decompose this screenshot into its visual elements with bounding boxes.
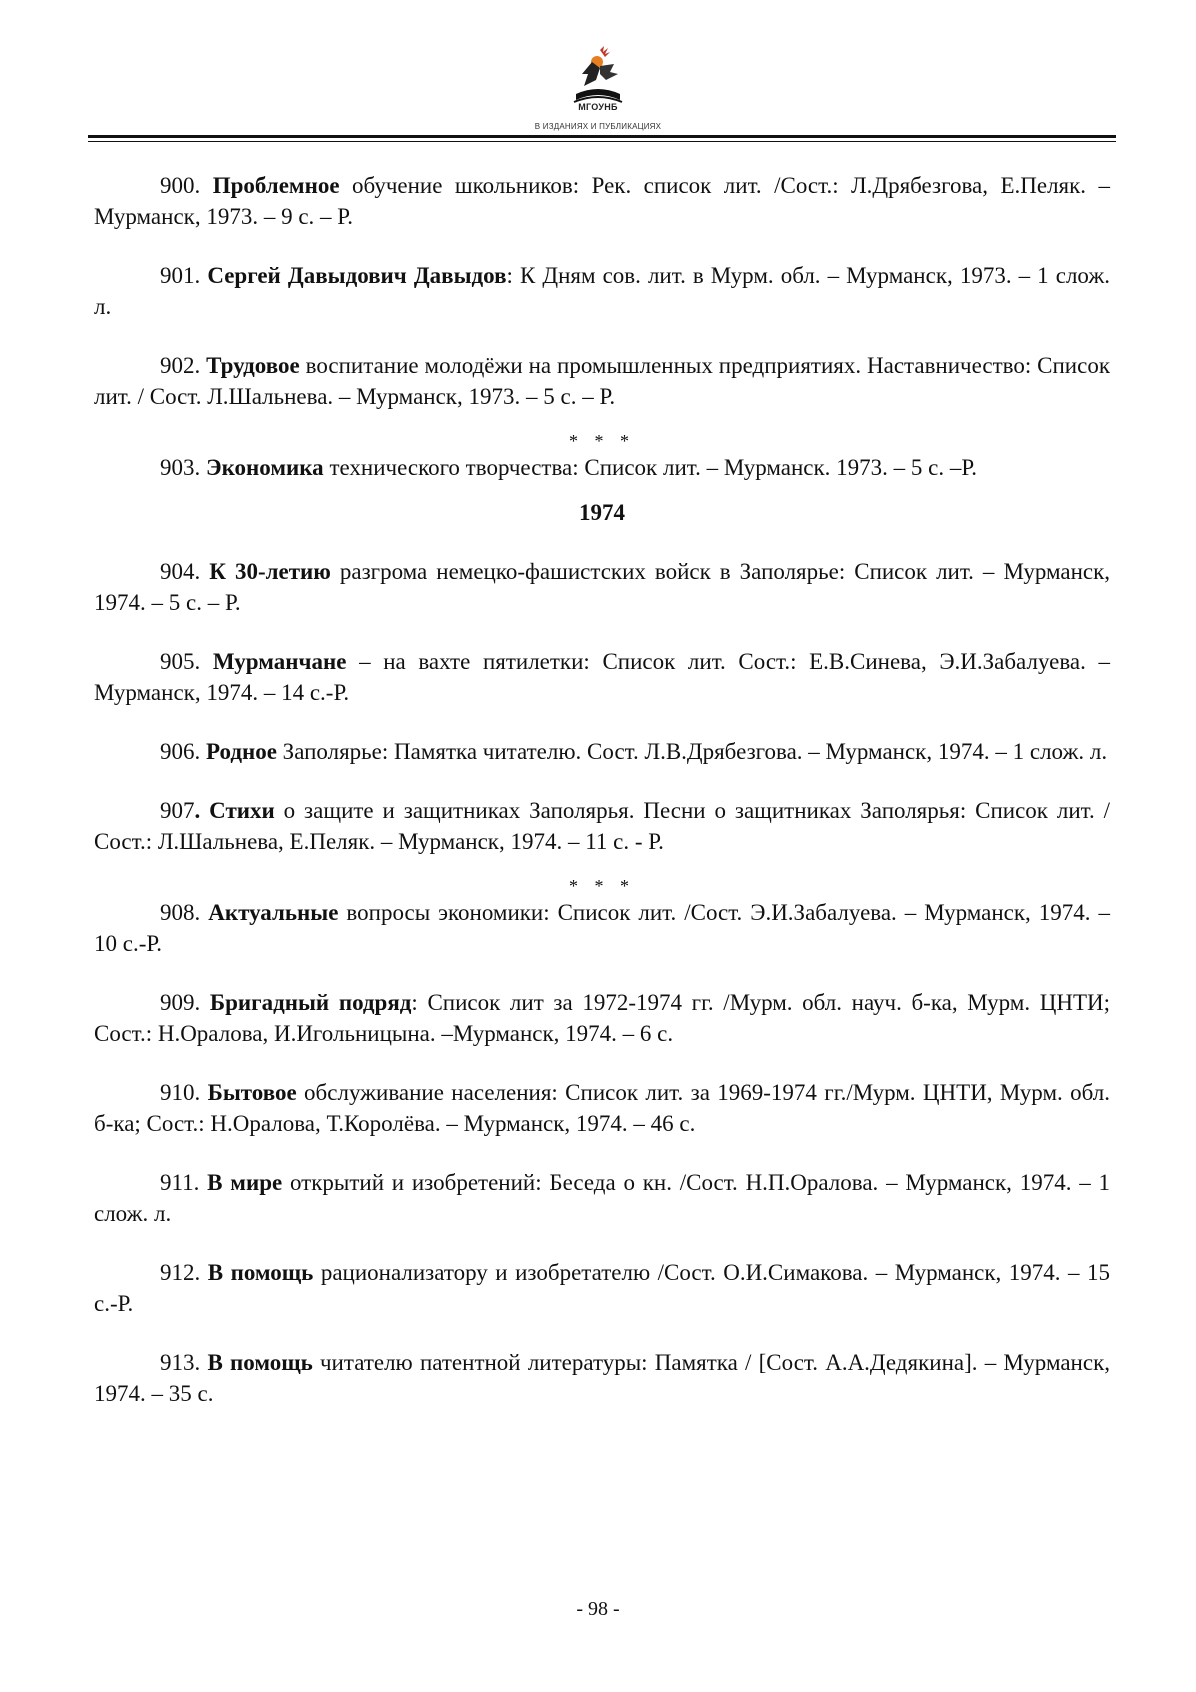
- entry-description: обслуживание населения: Список лит. за 1969-1974 гг./Мурм. ЦНТИ, Мурм. обл. б-ка; Сост.: Н.Оралова, Т.Королёва. – Мурманск, 1974. – 46 с.: [94, 1080, 1110, 1136]
- entry-number: 906.: [160, 739, 206, 764]
- entry-description: – на вахте пятилетки: Список лит. Сост.: Е.В.Синева, Э.И.Забалуева. – Мурманск, 1974. – 14 с.-Р.: [94, 649, 1111, 705]
- entry-number: 902.: [160, 353, 207, 378]
- entry-910: [94, 1077, 1110, 1139]
- entry-keyword: Родное: [206, 739, 277, 764]
- entry-903: [94, 452, 1110, 483]
- header-subtitle: В ИЗДАНИЯХ И ПУБЛИКАЦИЯХ: [534, 122, 662, 131]
- entry-912: [94, 1257, 1110, 1319]
- entry-900: [94, 170, 1110, 232]
- entry-description: Заполярье: Памятка читателю. Сост. Л.В.Дрябезгова. – Мурманск, 1974. – 1 слож. л.: [276, 739, 1108, 764]
- entry-number: 909.: [160, 990, 210, 1015]
- entry-902: [94, 350, 1110, 412]
- entry-number: 911.: [160, 1170, 208, 1195]
- header-rule-thick: [88, 135, 1116, 138]
- entry-description: вопросы экономики: Список лит. /Сост. Э.И.Забалуева. – Мурманск, 1974. – 10 с.-Р.: [94, 900, 1110, 956]
- entry-keyword: В мире: [207, 1170, 283, 1195]
- entry-keyword: В помощь: [207, 1350, 313, 1375]
- entry-description: обучение школьников: Рек. список лит. /Сост.: Л.Дрябезгова, Е.Пеляк. – Мурманск, 1973. – 9 с. – Р.: [94, 173, 1110, 229]
- entry-description: читателю патентной литературы: Памятка / [Сост. А.А.Дедякина]. – Мурманск, 1974. – 35 с.: [94, 1350, 1110, 1406]
- entry-number: 908.: [160, 900, 209, 925]
- entry-description: разгрома немецко-фашистских войск в Заполярье: Список лит. – Мурманск, 1974. – 5 с. – Р.: [94, 559, 1111, 615]
- entry-number: 901.: [160, 263, 208, 288]
- page-number: - 98 -: [576, 1598, 620, 1620]
- entry-905: [94, 646, 1110, 708]
- entry-904: [94, 556, 1110, 618]
- page-header: [0, 0, 1196, 150]
- entry-number: 913.: [160, 1350, 208, 1375]
- entry-keyword: . Стихи: [194, 798, 275, 823]
- entry-keyword: Бригадный подряд: [209, 990, 412, 1015]
- bibliography-body: [94, 170, 1110, 1437]
- entry-number: 900.: [160, 173, 213, 198]
- section-separator: * * *: [569, 431, 635, 451]
- section-separator: * * *: [569, 876, 635, 896]
- entry-description: о защите и защитниках Заполярья. Песни о защитниках Заполярья: Список лит. /Сост.: Л.Шальнева, Е.Пеляк. – Мурманск, 1974. – 11 с. - Р.: [94, 798, 1111, 854]
- entry-keyword: Трудовое: [206, 353, 300, 378]
- entry-909: [94, 987, 1110, 1049]
- library-logo-name: МГОУНБ: [578, 102, 618, 112]
- entry-keyword: К 30-летию: [209, 559, 331, 584]
- entry-901: [94, 260, 1110, 322]
- entry-keyword: Актуальные: [208, 900, 339, 925]
- entry-number: 910.: [160, 1080, 208, 1105]
- entry-number: 904.: [160, 559, 210, 584]
- year-heading: 1974: [579, 500, 625, 525]
- entry-keyword: Проблемное: [212, 173, 340, 198]
- entry-description: технического творчества: Список лит. – Мурманск. 1973. – 5 с. –Р.: [323, 455, 978, 480]
- entry-number: 905.: [160, 649, 213, 674]
- header-rule-thin: [88, 141, 1116, 142]
- entry-description: воспитание молодёжи на промышленных предприятиях. Наставничество: Список лит. / Сост. Л.Шальнева. – Мурманск, 1973. – 5 с. – Р.: [94, 353, 1110, 409]
- entry-keyword: Мурманчане: [212, 649, 347, 674]
- entry-906: [94, 736, 1110, 767]
- entry-keyword: Сергей Давыдович Давыдов: [207, 263, 507, 288]
- entry-description: : К Дням сов. лит. в Мурм. обл. – Мурманск, 1973. – 1 слож. л.: [94, 263, 1111, 319]
- entry-keyword: В помощь: [207, 1260, 314, 1285]
- entry-keyword: Экономика: [206, 455, 324, 480]
- entry-description: открытий и изобретений: Беседа о кн. /Сост. Н.П.Оралова. – Мурманск, 1974. – 1 слож. л.: [94, 1170, 1110, 1226]
- entry-description: : Список лит за 1972-1974 гг. /Мурм. обл. науч. б-ка, Мурм. ЦНТИ; Сост.: Н.Оралова, И.Игольницына. –Мурманск, 1974. – 6 с.: [94, 990, 1110, 1046]
- entry-911: [94, 1167, 1110, 1229]
- entry-908: [94, 897, 1110, 959]
- entry-907: [94, 795, 1110, 857]
- entry-number: 912.: [160, 1260, 208, 1285]
- entry-number: 907: [160, 798, 195, 823]
- entry-913: [94, 1347, 1110, 1409]
- entry-description: рационализатору и изобретателю /Сост. О.И.Симакова. – Мурманск, 1974. – 15 с.-Р.: [94, 1260, 1110, 1316]
- entry-number: 903.: [160, 455, 206, 480]
- entry-keyword: Бытовое: [207, 1080, 297, 1105]
